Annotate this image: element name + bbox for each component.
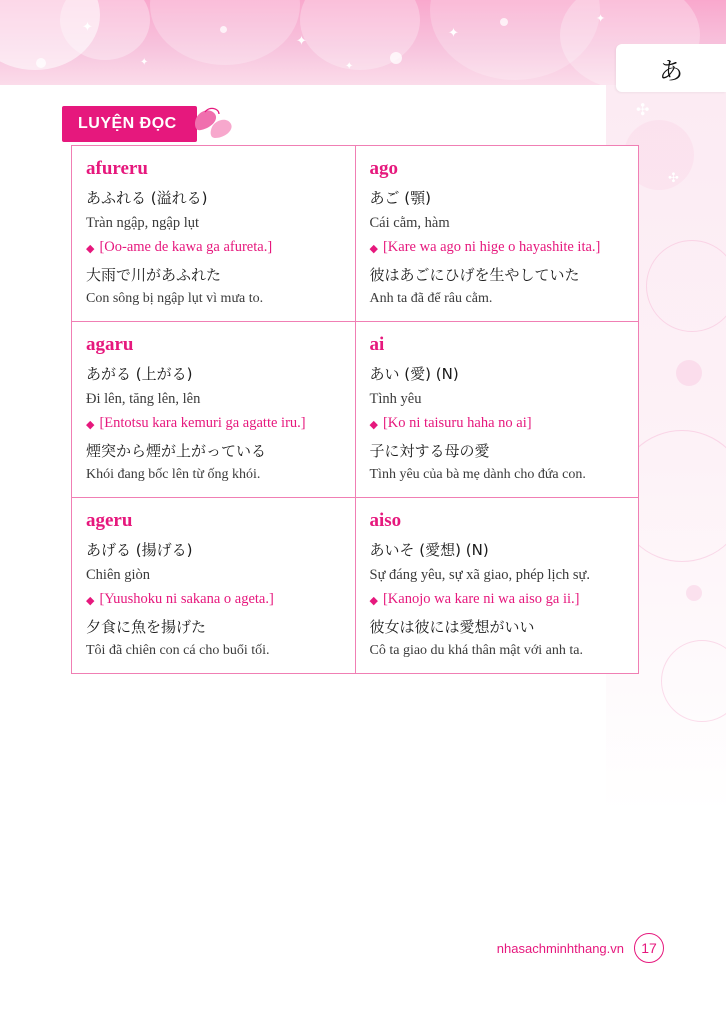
page-footer — [497, 933, 664, 963]
entry-example-japanese: 彼女は彼には愛想がいい — [369, 618, 535, 636]
dot-shape — [36, 58, 46, 68]
page-number: 17 — [634, 933, 664, 963]
diamond-bullet-icon: ◆ — [369, 595, 378, 607]
diamond-bullet-icon: ◆ — [369, 419, 378, 431]
entry-example-romaji: [Yuushoku ni sakana o ageta.] — [99, 591, 274, 607]
star-icon: ✦ — [296, 33, 307, 48]
entry-example-romaji-row — [86, 239, 341, 259]
entry-example-romaji: [Kanojo wa kare ni wa aiso ga ii.] — [382, 591, 580, 607]
vocab-entry[interactable] — [72, 322, 356, 498]
entry-kana: あげる (揚げる) — [86, 541, 193, 559]
diamond-bullet-icon: ◆ — [86, 595, 95, 607]
entry-word: ago — [369, 158, 398, 179]
entry-example-romaji: [Entotsu kara kemuri ga agatte iru.] — [99, 415, 306, 431]
entry-word: ai — [369, 334, 385, 355]
entry-example-romaji-row — [370, 591, 625, 611]
decor-circle — [661, 640, 726, 722]
entry-kana: あいそ (愛想) (N) — [369, 541, 489, 559]
vocab-entry[interactable] — [355, 322, 639, 498]
entry-example-vietnamese: Tôi đã chiên con cá cho buổi tối. — [86, 643, 270, 658]
entry-kana: あがる (上がる) — [86, 365, 193, 383]
decor-circle — [676, 360, 702, 386]
entry-kana: あい (愛) (N) — [369, 365, 459, 383]
entry-example-vietnamese: Con sông bị ngập lụt vì mưa to. — [86, 291, 264, 306]
entry-example-romaji: [Kare wa ago ni hige o hayashite ita.] — [382, 239, 601, 255]
dot-shape — [390, 52, 402, 64]
section-title: LUYỆN ĐỌC — [62, 106, 197, 142]
diamond-bullet-icon: ◆ — [86, 419, 95, 431]
diamond-bullet-icon: ◆ — [369, 243, 378, 255]
entry-kana: あふれる (溢れる) — [86, 189, 208, 207]
entry-example-vietnamese: Anh ta đã để râu cằm. — [369, 291, 493, 306]
decor-circle — [686, 585, 702, 601]
crane-icon: ✣ — [668, 170, 679, 185]
kana-index-tab[interactable] — [616, 44, 726, 92]
entry-example-romaji-row — [370, 415, 625, 435]
entry-example-japanese: 大雨で川があふれた — [86, 266, 222, 284]
entry-word: aiso — [369, 510, 402, 531]
vocab-entry[interactable] — [355, 146, 639, 322]
entry-meaning: Đi lên, tăng lên, lên — [86, 391, 201, 407]
entry-example-japanese: 夕食に魚を揚げた — [86, 618, 207, 636]
star-icon: ✦ — [82, 19, 93, 34]
section-header — [62, 104, 235, 144]
diamond-bullet-icon: ◆ — [86, 243, 95, 255]
vocab-entry[interactable] — [72, 498, 356, 674]
vocabulary-table — [71, 145, 639, 674]
table-row — [72, 322, 639, 498]
decor-circle — [646, 240, 726, 332]
entry-example-japanese: 煙突から煙が上がっている — [86, 442, 267, 460]
star-icon: ✦ — [140, 57, 149, 68]
footer-website: nhasachminhthang.vn — [496, 940, 624, 956]
flower-icon — [189, 104, 235, 144]
entry-example-vietnamese: Khói đang bốc lên từ ống khói. — [86, 467, 261, 482]
entry-example-romaji: [Ko ni taisuru haha no ai] — [382, 415, 532, 431]
entry-example-vietnamese: Cô ta giao du khá thân mật với anh ta. — [369, 643, 583, 658]
kana-index-label: あ — [659, 56, 683, 85]
entry-example-japanese: 子に対する母の愛 — [369, 442, 490, 460]
entry-word: afureru — [86, 158, 148, 179]
table-row — [72, 498, 639, 674]
entry-example-vietnamese: Tình yêu của bà mẹ dành cho đứa con. — [369, 467, 586, 482]
entry-word: ageru — [86, 510, 133, 531]
crane-icon: ✣ — [636, 102, 650, 119]
entry-example-romaji: [Oo-ame de kawa ga afureta.] — [99, 239, 273, 255]
entry-kana: あご (顎) — [369, 189, 431, 207]
dot-shape — [220, 26, 227, 33]
entry-meaning: Cái cằm, hàm — [369, 215, 450, 231]
dot-shape — [500, 18, 508, 26]
entry-example-romaji-row — [86, 415, 341, 435]
entry-meaning: Sự đáng yêu, sự xã giao, phép lịch sự. — [369, 567, 591, 583]
entry-meaning: Tình yêu — [369, 391, 422, 407]
vocab-entry[interactable] — [72, 146, 356, 322]
entry-meaning: Chiên giòn — [86, 567, 151, 583]
entry-example-japanese: 彼はあごにひげを生やしていた — [369, 266, 580, 284]
star-icon: ✦ — [448, 25, 459, 40]
entry-example-romaji-row — [86, 591, 341, 611]
vocab-entry[interactable] — [355, 498, 639, 674]
star-icon: ✦ — [345, 61, 354, 72]
star-icon: ✦ — [596, 13, 606, 25]
entry-example-romaji-row — [370, 239, 625, 259]
entry-meaning: Tràn ngập, ngập lụt — [86, 215, 200, 231]
entry-word: agaru — [86, 334, 134, 355]
table-row — [72, 146, 639, 322]
cloud-shape — [300, 0, 420, 70]
